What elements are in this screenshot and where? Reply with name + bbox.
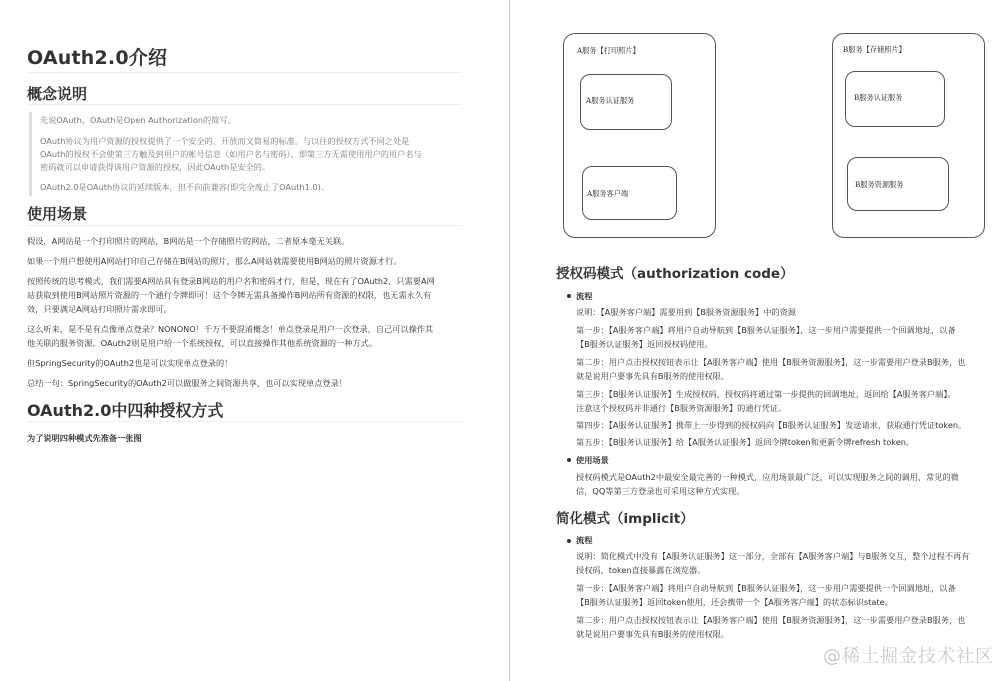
heading-underline [27, 104, 462, 105]
flow-line: 第五步：【B服务认证服务】给【A服务认证服务】返回令牌token和更新令牌refresh token。 [576, 437, 915, 447]
section-heading-auth-code: 授权码模式（authorization code） [556, 266, 794, 282]
diagram-label: A服务【打印照片】 [577, 46, 640, 55]
diagram-label: B服务资源服务 [855, 180, 904, 189]
heading-underline [27, 225, 462, 226]
paragraph: 站获取到使用B网站照片资源的一个通行令牌即可！这个令牌无需具备操作B网站所有资源的权限，也无需永久有 [27, 290, 432, 300]
bullet [567, 539, 571, 543]
paragraph: 这么听来，是不是有点像单点登录？NONONO！千万不要混淆概念！单点登录是用户一次登录，自己可以操作其 [27, 324, 434, 334]
quote-line: OAuth2.0是OAuth协议的延续版本，但不向前兼容(即完全废止了OAuth1.0)。 [40, 182, 330, 192]
diagram-label: A服务客户端 [587, 189, 629, 198]
paragraph: 如果一个用户想使用A网站打印自己存储在B网站的照片，那么A网站就需要使用B网站的照片资源才行。 [27, 256, 402, 266]
flow-line: 第三步：【B服务认证服务】生成授权码，授权码将通过第一步提供的回调地址，返回给【A服务客户端】。 [576, 389, 956, 399]
paragraph: 效，只要满足A网站打印照片需求即可。 [27, 304, 172, 314]
diagram-label: B服务【存储照片】 [843, 45, 906, 54]
diagram-node-a-auth [580, 74, 672, 130]
page-title: OAuth2.0介绍 [27, 47, 168, 69]
paragraph: 按照传统的思考模式，我们需要A网站具有登录B网站的用户名和密码才行，但是，现在有了OAuth2，只需要A网 [27, 276, 435, 286]
section-heading-usage: 使用场景 [27, 205, 88, 223]
diagram-service-a [563, 33, 716, 238]
flow-line: 【B服务认证服务】返回token使用，还会携带一个【A服务客户端】的状态标识state。 [576, 597, 893, 607]
diagram-node-b-resource [847, 157, 949, 211]
flow-line: 第二步：用户点击授权按钮表示让【A服务客户端】使用【B服务资源服务】，这一步需要用户登录B服务，也 [576, 615, 966, 625]
flow-line: 授权码，token直接暴露在浏览器。 [576, 565, 706, 575]
heading-underline [27, 421, 462, 422]
flow-line: 就是说用户要事先具有B服务的使用权限。 [576, 629, 729, 639]
right-page [510, 0, 1004, 681]
list-label: 使用场景 [576, 455, 609, 465]
diagram-label: B服务认证服务 [854, 93, 903, 102]
quote-line: 先说OAuth，OAuth是Open Authorization的简写。 [40, 115, 236, 125]
quote-line: OAuth的授权不会使第三方触及到用户的帐号信息（如用户名与密码），即第三方无需使用用户的用户名与 [40, 149, 422, 159]
paragraph-bold: 为了说明四种模式先准备一张图 [27, 433, 142, 443]
flow-line: 说明：简化模式中没有【A服务认证服务】这一部分，全部有【A服务客户端】与B服务交互，整个过程不再有 [576, 551, 970, 561]
flow-line: 第一步：【A服务客户端】将用户自动导航到【B服务认证服务】，这一步用户需要提供一个回调地址，以备 [576, 325, 956, 335]
usage-line: 授权码模式是OAuth2中最安全最完善的一种模式，应用场景最广泛，可以实现服务之间的调用，常见的微 [576, 472, 959, 482]
bullet [567, 294, 571, 298]
bullet [567, 458, 571, 462]
diagram-node-a-client [582, 166, 677, 220]
paragraph: 假设，A网站是一个打印照片的网站，B网站是一个存储照片的网站，二者原本毫无关联。 [27, 236, 350, 246]
section-heading-four-modes: OAuth2.0中四种授权方式 [27, 401, 224, 420]
flow-line: 就是说用户要事先具有B服务的使用权限。 [576, 371, 729, 381]
flow-line: 第二步：用户点击授权按钮表示让【A服务客户端】使用【B服务资源服务】，这一步需要用户登录B服务，也 [576, 357, 966, 367]
section-heading-concept: 概念说明 [27, 85, 88, 103]
flow-line: 第一步：【A服务客户端】将用户自动导航到【B服务认证服务】，这一步用户需要提供一个回调地址，以备 [576, 583, 956, 593]
watermark: @稀土掘金技术社区 [823, 646, 994, 667]
diagram-node-b-auth [845, 71, 945, 127]
quote-line: OAuth协议为用户资源的授权提供了一个安全的、开放而又简易的标准。与以往的授权方式不同之处是 [40, 136, 410, 146]
section-heading-implicit: 简化模式（implicit） [556, 511, 694, 527]
blockquote-bar [29, 112, 32, 196]
quote-line: 密码就可以申请获得该用户资源的授权，因此OAuth是安全的。 [40, 162, 271, 172]
flow-line: 【B服务认证服务】返回授权码使用。 [576, 339, 713, 349]
paragraph: 但SpringSecurity的OAuth2也是可以实现单点登录的！ [27, 358, 233, 368]
paragraph: 总结一句：SpringSecurity的OAuth2可以做服务之间资源共享，也可以实现单点登录！ [27, 378, 347, 388]
list-label: 流程 [576, 535, 593, 545]
flow-line: 说明：【A服务客户端】需要用到【B服务资源服务】中的资源 [576, 307, 796, 317]
flow-line: 第四步：【A服务认证服务】携带上一步得到的授权码向【B服务认证服务】发送请求，获取通行凭证token。 [576, 420, 967, 430]
usage-line: 信，QQ等第三方登录也可采用这种方式实现。 [576, 486, 745, 496]
list-label: 流程 [576, 291, 593, 301]
flow-line: 注意这个授权码并非通行【B服务资源服务】的通行凭证。 [576, 403, 787, 413]
diagram-label: A服务认证服务 [586, 96, 635, 105]
title-underline [27, 72, 462, 73]
diagram-service-b [832, 33, 985, 238]
paragraph: 他关联的服务资源。OAuth2则是用户给一个系统授权，可以直接操作其他系统资源的一种方式。 [27, 338, 378, 348]
